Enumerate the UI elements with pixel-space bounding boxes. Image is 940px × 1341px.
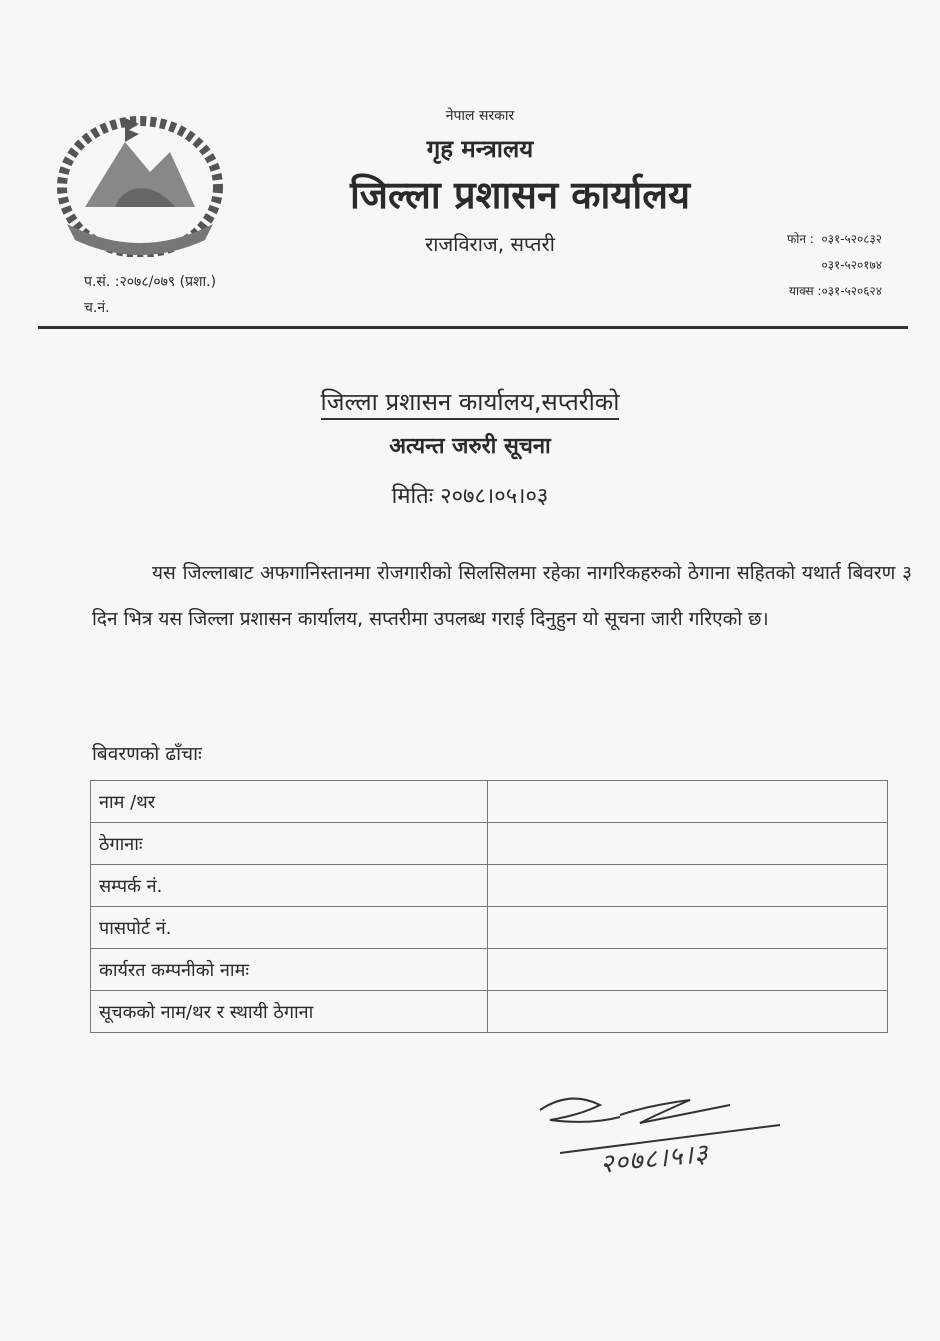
row-label: कार्यरत कम्पनीको नामः [91, 949, 488, 991]
row-value [488, 823, 888, 865]
notice-body: यस जिल्लाबाट अफगानिस्तानमा रोजगारीको सिलसिलमा रहेका नागरिकहरुको ठेगाना सहितको यथार्त बिवरण ३ दिन भित्र यस जिल्ला प्रशासन कार्यालय, सप्तरीमा उपलब्ध गराई दिनुहुन यो सूचना जारी गरिएको छ। [92, 562, 912, 630]
table-row [91, 991, 888, 1033]
row-value [488, 991, 888, 1033]
row-label: पासपोर्ट नं. [91, 907, 488, 949]
table-row [91, 865, 888, 907]
table-row [91, 949, 888, 991]
table-row [91, 907, 888, 949]
phone-2: ०३१-५२०१७४ [821, 258, 882, 272]
row-value [488, 865, 888, 907]
row-label: सम्पर्क नं. [91, 865, 488, 907]
office-address: राजविराज, सप्तरी [425, 232, 555, 256]
form-label: बिवरणको ढाँचाः [92, 743, 202, 765]
phone-1 [787, 230, 882, 247]
dispatch-number: च.नं. [84, 300, 110, 316]
header-divider [38, 326, 908, 329]
table-row [91, 781, 888, 823]
phone-label: फोन : [786, 232, 814, 246]
notice-title [0, 385, 940, 418]
ministry-name: गृह मन्त्रालय [426, 135, 534, 163]
phone-number: ०३१-५२०८३२ [821, 232, 882, 246]
row-value [488, 781, 888, 823]
reference-number: प.सं. :२०७८/०७९ (प्रशा.) [84, 274, 217, 290]
government-name: नेपाल सरकार [445, 108, 515, 124]
notice-subtitle: अत्यन्त जरुरी सूचना [389, 434, 551, 459]
row-value [488, 949, 888, 991]
nepal-emblem [55, 112, 225, 257]
table-row [91, 823, 888, 865]
signature-date: २०७८।५।३ [598, 1138, 711, 1180]
notice-title-text: जिल्ला प्रशासन कार्यालय,सप्तरीको [321, 388, 620, 420]
office-name: जिल्ला प्रशासन कार्यालय [349, 173, 691, 217]
fax-number: याक्स :०३१-५२०६२४ [789, 284, 882, 298]
notice-date: मितिः २०७८।०५।०३ [391, 484, 549, 509]
details-form-table [90, 780, 888, 1033]
row-value [488, 907, 888, 949]
row-label: ठेगानाः [91, 823, 488, 865]
row-label: सूचकको नाम/थर र स्थायी ठेगाना [91, 991, 488, 1033]
row-label: नाम /थर [91, 781, 488, 823]
